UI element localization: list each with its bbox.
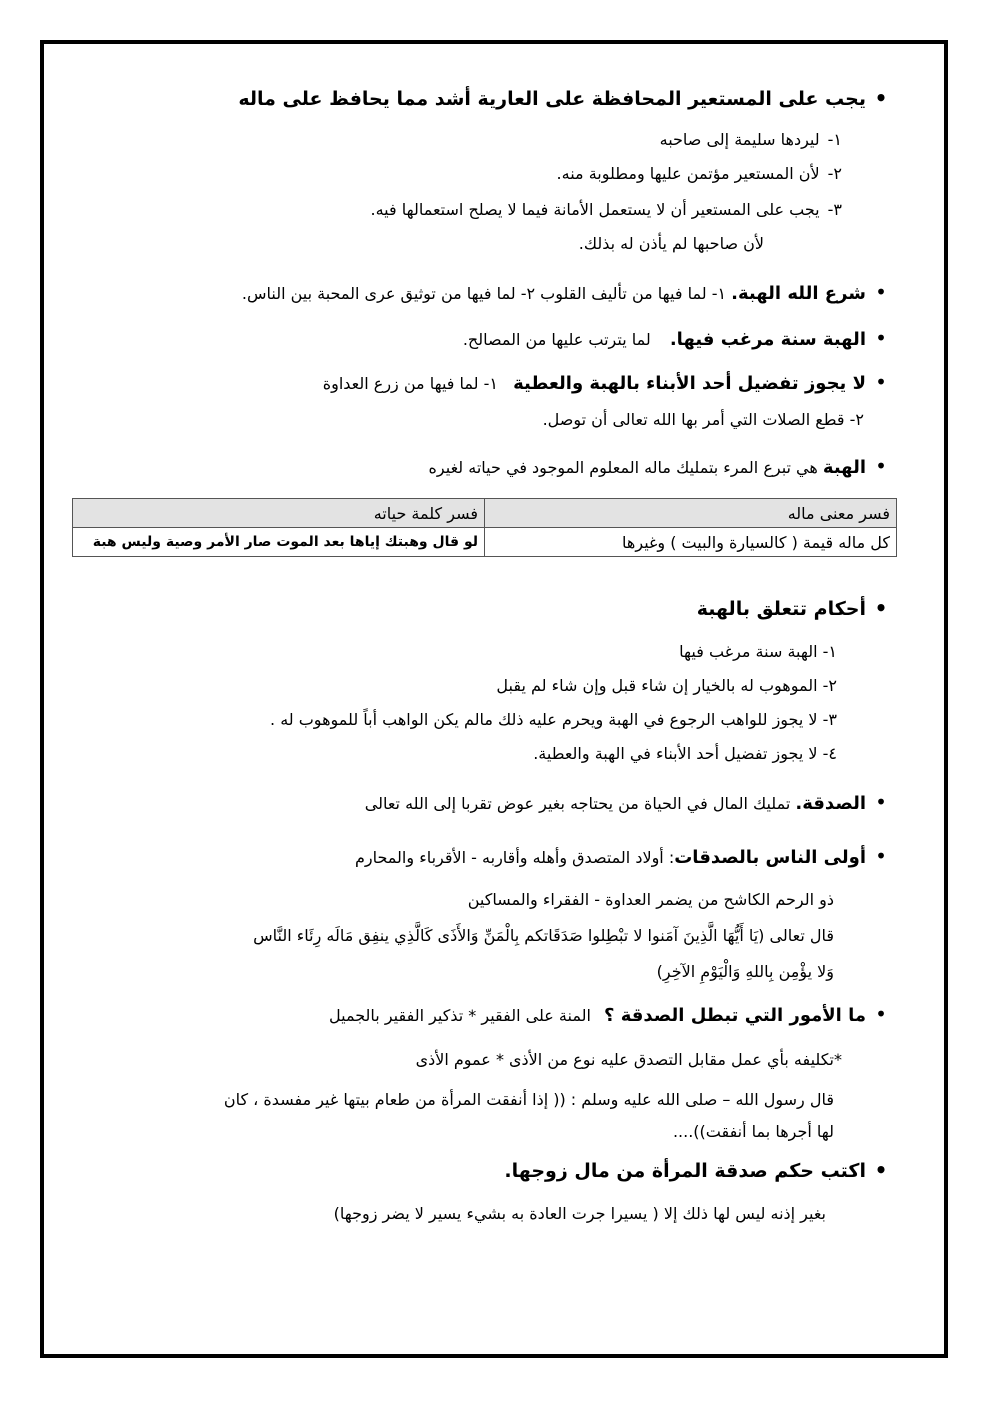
hadith-text: قال رسول الله – صلى الله عليه وسلم : (( إذا أنفقت المرأة من طعام بيتها غير مفسدة ، كان bbox=[223, 1090, 834, 1109]
list-item: ٤- لا يجوز تفضيل أحد الأبناء في الهبة والعطية. bbox=[533, 744, 837, 763]
continuation-text: *تكليفه بأي عمل مقابل التصدق عليه نوع من الأذى * عموم الأذى bbox=[415, 1050, 842, 1069]
table-cell: كل ماله قيمة ( كالسيارة والبيت ) وغيرها bbox=[485, 528, 897, 557]
table-cell: لو قال وهبتك إياها بعد الموت صار الأمر وصية وليس هبة bbox=[73, 528, 485, 557]
bullet-icon: • bbox=[875, 370, 887, 394]
table-header-row bbox=[73, 499, 897, 528]
section-heading: أولى الناس بالصدقات bbox=[674, 847, 866, 868]
section-heading: اكتب حكم صدقة المرأة من مال زوجها. bbox=[504, 1160, 866, 1182]
answer-text: بغير إذنه ليس لها ذلك إلا ( يسيرا جرت العادة به بشيء يسير لا يضر زوجها) bbox=[333, 1204, 826, 1223]
section-heading: يجب على المستعير المحافظة على العارية أشد مما يحافظ على ماله bbox=[238, 88, 866, 110]
table-header: فسر معنى ماله bbox=[485, 499, 897, 528]
section-heading: لا يجوز تفضيل أحد الأبناء بالهبة والعطية bbox=[513, 373, 866, 394]
bullet-icon: • bbox=[875, 326, 887, 350]
list-item: ١- الهبة سنة مرغب فيها bbox=[679, 642, 837, 661]
section-gift-rulings bbox=[697, 596, 892, 622]
continuation-text: ٢- قطع الصلات التي أمر بها الله تعالى أن توصل. bbox=[542, 410, 864, 429]
section-gift-legislation: •شرع الله الهبة. ١- لما فيها من تأليف القلوب ٢- لما فيها من توثيق عرى المحبة بين الناس. bbox=[242, 280, 892, 306]
section-heading: الهبة سنة مرغب فيها. bbox=[669, 329, 866, 350]
hadith-text-end: لها أجرها بما أنفقت)).... bbox=[672, 1122, 834, 1141]
section-gift-definition: •الهبة هي تبرع المرء بتمليك ماله المعلوم الموجود في حياته لغيره bbox=[429, 454, 892, 480]
section-heading: الصدقة. bbox=[795, 793, 866, 814]
section-heading: شرع الله الهبة. bbox=[731, 283, 866, 304]
list-item: ١-ليردها سليمة إلى صاحبه bbox=[659, 130, 842, 149]
bullet-icon: • bbox=[874, 596, 888, 620]
list-item: ٣-يجب على المستعير أن لا يستعمل الأمانة فيما لا يصلح استعمالها فيه. bbox=[370, 200, 842, 219]
continuation-text: لأن صاحبها لم يأذن له بذلك. bbox=[578, 234, 764, 253]
quran-verse-end: وَلا يؤْمِن بِاللهِ وَالْيَوْمِ الآخِرِ) bbox=[656, 962, 834, 981]
section-gift-sunnah: •الهبة سنة مرغب فيها. لما يترتب عليها من المصالح. bbox=[463, 326, 892, 352]
section-heading: أحكام تتعلق بالهبة bbox=[696, 598, 866, 620]
section-heading: الهبة bbox=[822, 457, 866, 478]
section-wife-charity bbox=[504, 1158, 892, 1184]
section-borrower bbox=[238, 86, 892, 112]
list-item: ٢-لأن المستعير مؤتمن عليها ومطلوبة منه. bbox=[556, 164, 842, 183]
bullet-icon: • bbox=[875, 280, 887, 304]
bullet-icon: • bbox=[874, 1158, 888, 1182]
section-charity-recipients: •أولى الناس بالصدقات: أولاد المتصدق وأهله وأقاربه - الأقرباء والمحارم bbox=[355, 844, 892, 870]
section-charity-invalidators: •ما الأمور التي تبطل الصدقة ؟ المنة على الفقير * تذكير الفقير بالجميل bbox=[329, 1002, 892, 1028]
continuation-text: ذو الرحم الكاشح من يضمر العداوة - الفقراء والمساكين bbox=[467, 890, 834, 909]
table-header: فسر كلمة حياته bbox=[73, 499, 485, 528]
section-charity-definition: •الصدقة. تمليك المال في الحياة من يحتاجه بغير عوض تقربا إلى الله تعالى bbox=[365, 790, 892, 816]
table-row bbox=[73, 528, 897, 557]
list-item: ٢- الموهوب له بالخيار إن شاء قبل وإن شاء لم يقبل bbox=[496, 676, 837, 695]
bullet-icon: • bbox=[875, 1002, 887, 1026]
quran-verse: قال تعالى (يَا أَيُّهَا الَّذِينَ آمَنوا لا تبْطِلوا صَدَقَاتكم بِالْمَنِّ وَالأَذَى كَالَّذِي ينفِق مَالَه رِئَاء النَّاس bbox=[253, 926, 834, 945]
bullet-icon: • bbox=[875, 844, 887, 868]
bullet-icon: • bbox=[875, 454, 887, 478]
section-favoritism: •لا يجوز تفضيل أحد الأبناء بالهبة والعطية ١- لما فيها من زرع العداوة bbox=[323, 370, 892, 396]
bullet-icon: • bbox=[875, 790, 887, 814]
list-item: ٣- لا يجوز للواهب الرجوع في الهبة ويحرم عليه ذلك مالم يكن الواهب أباً للموهوب له . bbox=[270, 710, 837, 729]
section-heading: ما الأمور التي تبطل الصدقة ؟ bbox=[603, 1005, 866, 1026]
definition-table bbox=[72, 498, 897, 557]
bullet-icon: • bbox=[874, 86, 888, 110]
